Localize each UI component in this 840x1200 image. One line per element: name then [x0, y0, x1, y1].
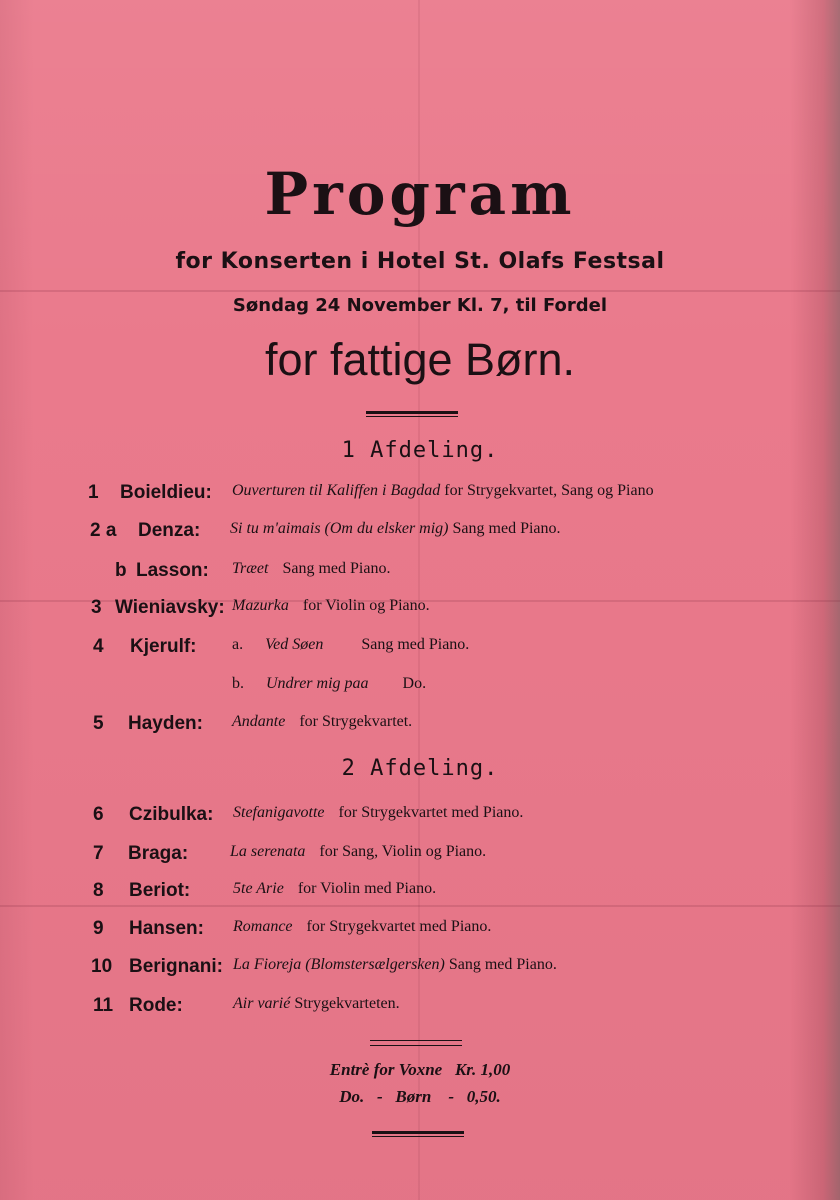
item-number: 5 [93, 713, 104, 734]
program-item [0, 713, 840, 741]
item-number: 4 [93, 636, 104, 657]
admission-children: Do. - Børn - 0,50. [339, 1087, 501, 1106]
program-item [0, 675, 840, 703]
item-detail: Sang med Piano. [448, 956, 557, 973]
work-title: Stefanigavotte [233, 804, 325, 821]
item-detail: for Strygekvartet, Sang og Piano [444, 482, 654, 499]
work-title: La Fioreja (Blomstersælgersken) [233, 956, 445, 973]
divider-rule [372, 1131, 464, 1134]
item-detail: Sang med Piano. [282, 560, 391, 577]
program-item [0, 918, 840, 946]
divider-rule [370, 1040, 462, 1041]
program-item [0, 520, 840, 548]
divider-rule [366, 411, 458, 414]
work-title: La serenata [230, 843, 306, 860]
item-detail: Sang med Piano. [361, 636, 470, 653]
program-item [0, 843, 840, 871]
item-detail: Sang med Piano. [452, 520, 561, 537]
item-detail: for Strygekvartet. [299, 713, 413, 730]
program-title: Program [264, 160, 576, 228]
section-heading: 1 Afdeling. [341, 438, 499, 463]
work-title: Si tu m'aimais (Om du elsker mig) [230, 520, 449, 537]
composer: Hansen: [129, 918, 204, 939]
work-title: 5te Arie [233, 880, 284, 897]
composer: Boieldieu: [120, 482, 212, 503]
program-item [0, 636, 840, 664]
item-number: b [115, 560, 127, 581]
work-title: Undrer mig paa [266, 675, 369, 692]
sub-item-letter: a. [232, 636, 244, 653]
item-number: 11 [93, 995, 114, 1016]
paper-fold [0, 290, 840, 292]
item-detail: for Sang, Violin og Piano. [319, 843, 487, 860]
composer: Beriot: [129, 880, 191, 901]
composer: Berignani: [129, 956, 223, 977]
item-number: 9 [93, 918, 104, 939]
composer: Braga: [128, 843, 189, 864]
concert-purpose: for fattige Børn. [264, 334, 576, 385]
item-detail: Do. [402, 675, 427, 692]
work-title: Træet [232, 560, 269, 577]
program-item [0, 804, 840, 832]
program-item [0, 880, 840, 908]
program-item [0, 995, 840, 1023]
item-number: 6 [93, 804, 104, 825]
composer: Wieniavsky: [115, 597, 225, 618]
item-number: 10 [91, 956, 113, 977]
item-detail: for Violin med Piano. [297, 880, 437, 897]
program-item [0, 482, 840, 510]
work-title: Air varié [233, 995, 291, 1012]
work-title: Ved Søen [265, 636, 324, 653]
composer: Czibulka: [129, 804, 214, 825]
item-number: 1 [88, 482, 99, 503]
item-detail: for Strygekvartet med Piano. [306, 918, 492, 935]
item-detail: for Violin og Piano. [302, 597, 430, 614]
item-number: 8 [93, 880, 104, 901]
item-number: 2 a [90, 520, 117, 541]
work-title: Ouverturen til Kaliffen i Bagdad [232, 482, 441, 499]
item-detail: for Strygekvartet med Piano. [338, 804, 524, 821]
program-item [0, 956, 840, 984]
composer: Denza: [138, 520, 201, 541]
work-title: Romance [233, 918, 293, 935]
item-number: 3 [91, 597, 102, 618]
concert-venue: for Konserten i Hotel St. Olafs Festsal [175, 249, 665, 274]
work-title: Mazurka [232, 597, 289, 614]
program-item [0, 597, 840, 625]
item-detail: Strygekvarteten. [294, 995, 400, 1012]
work-title: Andante [232, 713, 286, 730]
composer: Rode: [129, 995, 183, 1016]
admission-adults: Entrè for Voxne Kr. 1,00 [329, 1060, 511, 1079]
section-heading: 2 Afdeling. [341, 756, 499, 781]
concert-date: Søndag 24 November Kl. 7, til Fordel [232, 295, 608, 316]
composer: Kjerulf: [130, 636, 197, 657]
composer: Hayden: [128, 713, 203, 734]
item-number: 7 [93, 843, 104, 864]
program-item [0, 560, 840, 588]
sub-item-letter: b. [232, 675, 244, 692]
composer: Lasson: [136, 560, 209, 581]
